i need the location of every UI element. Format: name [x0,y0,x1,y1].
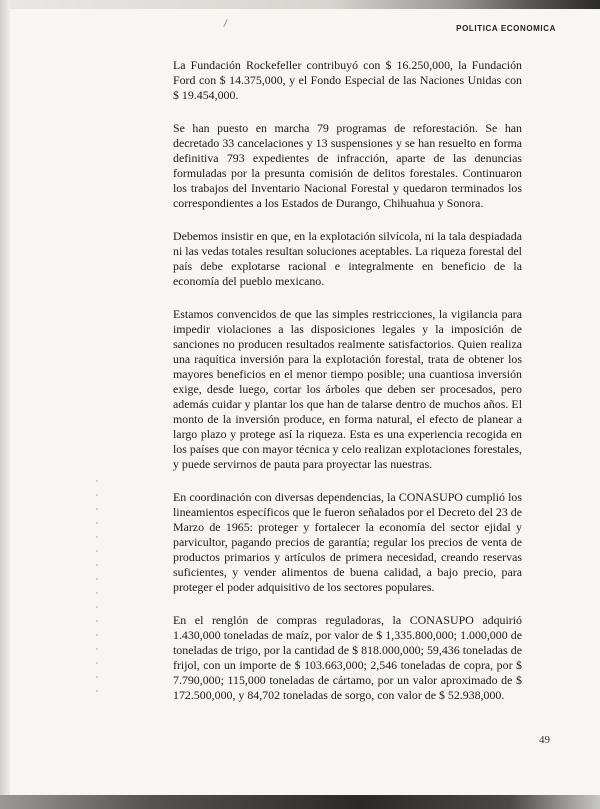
scan-edge-bottom [0,795,600,809]
paragraph-conasupo-purchases: En el renglón de compras reguladoras, la CONASUPO adquirió 1.430,000 toneladas de maíz, por valor de $ 1,335.800,000; 1.000,000 de toneladas de trigo, por la cantidad de $ 818.000,000; 59,436 toneladas de frijol, con un importe de $ 103.663,000; 2,546 toneladas de copra, por $ 7.790,000; 115,000 toneladas de cártamo, por un valor aproximado de $ 172.500,000, y 84,702 toneladas de sorgo, con valor de $ 52.938,000. [173,613,522,702]
paragraph-forest-exploitation: Debemos insistir en que, en la explotación silvícola, ni la tala despiadada ni las vedas totales resultan soluciones aceptables. La riqueza forestal del país debe explotarse racional e integralmente en beneficio de la economía del pueblo mexicano. [173,229,522,288]
paragraph-investment: Estamos convencidos de que las simples restricciones, la vigilancia para impedir violaciones a las disposiciones legales y la imposición de sanciones no producen resultados realmente satisfactorios. Quien realiza una raquítica inversión para la explotación forestal, trata de obtener los mayores beneficios en el menor tiempo posible; una cuantiosa inversión exige, desde luego, cortar los árboles que deben ser procesados, pero además cuidar y plantar los que han de talarse dentro de muchos años. El monto de la inversión produce, en forma natural, el efecto de planear a largo plazo y protege así la riqueza. Esta es una experiencia recogida en los países que con mayor técnica y celo realizan explotaciones forestales, y puede servirnos de pauta para proyectar las nuestras. [173,307,522,471]
paragraph-reforestation: Se han puesto en marcha 79 programas de reforestación. Se han decretado 33 cancelaciones y 13 suspensiones y se han resuelto en forma definitiva 793 expedientes de infracción, aparte de las denuncias formuladas por la presunta comisión de delitos forestales. Continuaron los trabajos del Inventario Nacional Forestal y quedaron terminados los correspondientes a los Estados de Durango, Chihuahua y Sonora. [173,121,522,210]
document-body [173,58,522,721]
paragraph-conasupo-coordination: En coordinación con diversas dependencias, la CONASUPO cumplió los lineamientos específicos que le fueron señalados por el Decreto del 23 de Marzo de 1965: proteger y fortalecer la economía del sector ejidal y parvicultor, pagando precios de garantía; regular los precios de venta de productos primarios y artículos de primera necesidad, creando reservas suficientes, y vender alimentos de buena calidad, a bajo precio, para proteger el poder adquisitivo de los sectores populares. [173,490,522,594]
running-header: POLITICA ECONOMICA [456,24,556,33]
paragraph-funding: La Fundación Rockefeller contribuyó con $ 16.250,000, la Fundación Ford con $ 14.375,000, y el Fondo Especial de las Naciones Unidas con $ 19.454,000. [173,58,522,102]
pencil-mark [223,19,227,27]
scan-edge-left [0,0,10,809]
page-number: 49 [539,734,550,746]
margin-marks [96,480,98,700]
scan-edge-top [0,0,600,9]
